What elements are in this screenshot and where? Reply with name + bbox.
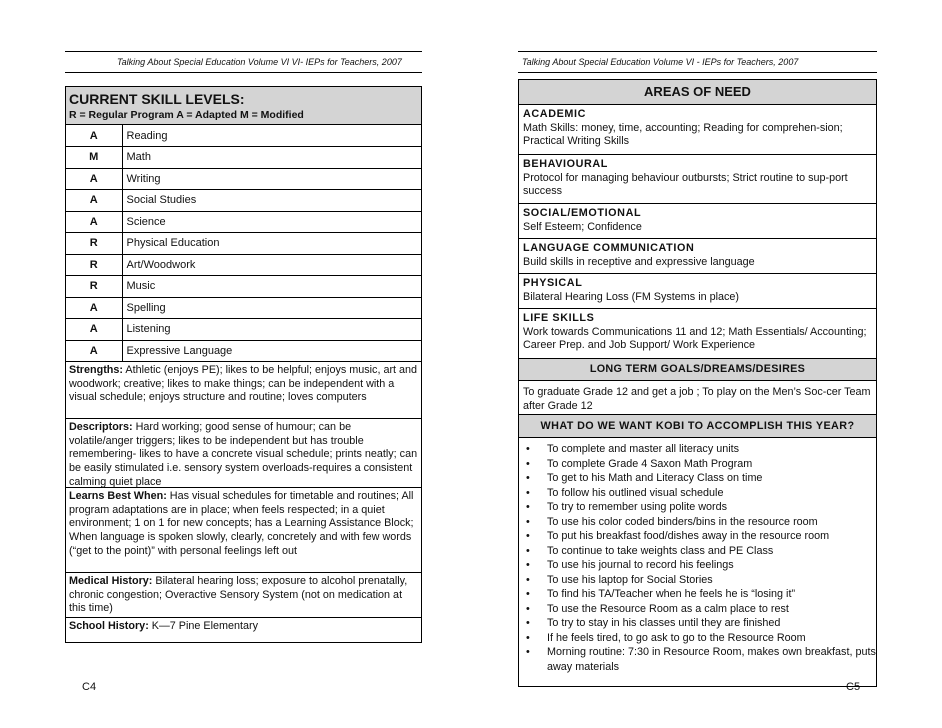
profile-section — [66, 573, 421, 618]
bullet-icon: • — [526, 472, 530, 484]
area-of-need — [519, 155, 876, 204]
area-of-need — [519, 309, 876, 359]
bullet-icon: • — [526, 646, 530, 658]
skill-row — [66, 190, 421, 212]
skill-subject: Art/Woodwork — [122, 254, 421, 276]
goal-text: Morning routine: 7:30 in Resource Room, makes own breakfast, puts away materials — [547, 646, 876, 673]
area-of-need-text: Build skills in receptive and expressive language — [523, 255, 755, 268]
skill-level: A — [66, 211, 122, 233]
goal-item — [519, 529, 876, 544]
area-of-need-label: SOCIAL/EMOTIONAL — [523, 207, 642, 219]
long-term-goals-heading: LONG TERM GOALS/DREAMS/DESIRES — [519, 359, 876, 381]
skill-levels-table — [66, 125, 421, 362]
profile-section-label: Descriptors: — [69, 421, 133, 433]
header-rule — [65, 72, 422, 73]
page-header: Talking About Special Education Volume VI - IEPs for Teachers, 2007 — [522, 57, 799, 67]
bullet-icon: • — [526, 457, 530, 470]
area-of-need-label: PHYSICAL — [523, 277, 583, 289]
area-of-need-label: BEHAVIOURAL — [523, 158, 608, 170]
area-of-need-text: Work towards Communications 11 and 12; Math Essentials/ Accounting; Career Prep. and Job Support/ Work Experience — [523, 325, 867, 351]
skill-subject: Reading — [122, 125, 421, 147]
skill-row — [66, 168, 421, 190]
profile-section — [66, 362, 421, 419]
area-of-need-text: Math Skills: money, time, accounting; Reading for comprehen-sion; Practical Writing Skills — [523, 121, 843, 147]
area-of-need — [519, 239, 876, 274]
skill-levels-legend: R = Regular Program A = Adapted M = Modified — [69, 109, 304, 121]
profile-section-label: Learns Best When: — [69, 490, 167, 502]
skill-subject: Listening — [122, 319, 421, 341]
header-rule — [518, 51, 877, 52]
goal-item — [519, 645, 876, 674]
goal-text: To use his color coded binders/bins in the resource room — [547, 515, 818, 528]
profile-section-text: Has visual schedules for timetable and routines; All program adaptations are in place; when feels respected; in a quiet environment; 1 on 1 for new concepts; has a Learning Assistance Block; When language is spoken slowly, clearly, concretely and with few words (“get to the point)” with personal feelings left out — [69, 490, 414, 557]
bullet-icon: • — [526, 588, 530, 600]
page-header: Talking About Special Education Volume VI VI- IEPs for Teachers, 2007 — [117, 57, 402, 67]
skill-level: A — [66, 190, 122, 212]
skill-level: A — [66, 125, 122, 147]
year-goals-heading: WHAT DO WE WANT KOBI TO ACCOMPLISH THIS YEAR? — [519, 415, 876, 438]
goal-item — [519, 486, 876, 501]
skill-row — [66, 319, 421, 341]
goal-text: To get to his Math and Literacy Class on time — [547, 472, 763, 484]
skill-subject: Writing — [122, 168, 421, 190]
long-term-goals-text: To graduate Grade 12 and get a job ; To play on the Men’s Soc-cer Team after Grade 12 — [519, 381, 876, 415]
skill-row — [66, 233, 421, 255]
header-rule — [65, 51, 422, 52]
goal-text: To follow his outlined visual schedule — [547, 486, 724, 499]
profile-section — [66, 488, 421, 573]
area-of-need-label: ACADEMIC — [523, 108, 586, 120]
goal-text: To continue to take weights class and PE Class — [547, 544, 774, 557]
area-of-need — [519, 105, 876, 155]
header-rule — [518, 72, 877, 73]
profile-section-label: School History: — [69, 620, 149, 632]
skill-level: R — [66, 254, 122, 276]
bullet-icon: • — [526, 530, 530, 542]
skill-row — [66, 125, 421, 147]
skill-row — [66, 254, 421, 276]
year-goals-list — [519, 438, 876, 686]
goal-item — [519, 558, 876, 573]
goal-item — [519, 442, 876, 457]
goal-item — [519, 544, 876, 559]
area-of-need-label: LIFE SKILLS — [523, 312, 595, 324]
bullet-icon: • — [526, 486, 530, 499]
skill-row — [66, 297, 421, 319]
profile-section-text: K—7 Pine Elementary — [148, 620, 259, 632]
goal-text: To complete Grade 4 Saxon Math Program — [547, 457, 753, 470]
skill-level: R — [66, 276, 122, 298]
page-number: C5 — [846, 681, 861, 693]
goal-text: To use his laptop for Social Stories — [547, 573, 713, 586]
skill-subject: Music — [122, 276, 421, 298]
skill-row — [66, 340, 421, 362]
profile-section-text: Hard working; good sense of humour; can be volatile/anger triggers; likes to be independent but has trouble remembering- likes to have a concrete visual schedule; prints neatly; can be easily stimulated i.e. sensory system overloads-requires a consistent calming quiet place — [69, 421, 418, 488]
profile-section-text: Athletic (enjoys PE); likes to be helpful; enjoys music, art and woodwork; creative; likes to make things; can be independent with a visual schedule; enjoys structure and routine; loves computers — [69, 364, 418, 404]
bullet-icon: • — [526, 617, 530, 629]
bullet-icon: • — [526, 544, 530, 557]
goal-item — [519, 616, 876, 631]
bullet-icon: • — [526, 573, 530, 586]
area-of-need — [519, 274, 876, 309]
skill-level: A — [66, 297, 122, 319]
profile-section-label: Medical History: — [69, 575, 153, 587]
goal-text: To use the Resource Room as a calm place to rest — [547, 602, 789, 615]
area-of-need-text: Bilateral Hearing Loss (FM Systems in place) — [523, 290, 740, 303]
areas-of-need-title: AREAS OF NEED — [519, 80, 876, 105]
areas-of-need-box — [518, 79, 877, 687]
skill-levels-title: CURRENT SKILL LEVELS: — [69, 91, 245, 107]
goal-text: To try to stay in his classes until they are finished — [547, 617, 781, 629]
area-of-need-text: Self Esteem; Confidence — [523, 220, 642, 233]
profile-section-text: Bilateral hearing loss; exposure to alcohol prenatally, chronic congestion; Overactive Sensory System (not on medication at this time) — [69, 575, 408, 615]
goal-text: To find his TA/Teacher when he feels he is “losing it” — [547, 588, 796, 600]
goal-text: If he feels tired, to go ask to go to the Resource Room — [547, 631, 806, 644]
skill-subject: Physical Education — [122, 233, 421, 255]
skill-level: M — [66, 147, 122, 169]
skill-level: A — [66, 319, 122, 341]
skill-level: R — [66, 233, 122, 255]
profile-section — [66, 618, 421, 642]
goal-item — [519, 587, 876, 602]
skill-subject: Science — [122, 211, 421, 233]
bullet-icon: • — [526, 631, 530, 644]
skill-subject: Social Studies — [122, 190, 421, 212]
profile-section-label: Strengths: — [69, 364, 123, 376]
skill-levels-header — [66, 87, 421, 125]
page-number: C4 — [82, 681, 97, 693]
goal-item — [519, 457, 876, 472]
bullet-icon: • — [526, 559, 530, 571]
goal-text: To complete and master all literacy units — [547, 443, 740, 455]
skill-row — [66, 211, 421, 233]
goal-item — [519, 573, 876, 588]
goal-item — [519, 602, 876, 617]
area-of-need-text: Protocol for managing behaviour outbursts; Strict routine to sup-port success — [523, 171, 848, 197]
skill-row — [66, 147, 421, 169]
bullet-icon: • — [526, 515, 530, 528]
bullet-icon: • — [526, 443, 530, 455]
skill-subject: Spelling — [122, 297, 421, 319]
goal-item — [519, 631, 876, 646]
skill-subject: Expressive Language — [122, 340, 421, 362]
skill-subject: Math — [122, 147, 421, 169]
skill-level: A — [66, 168, 122, 190]
area-of-need — [519, 204, 876, 239]
goal-item — [519, 471, 876, 486]
bullet-icon: • — [526, 501, 530, 513]
skill-row — [66, 276, 421, 298]
goal-item — [519, 515, 876, 530]
goal-text: To try to remember using polite words — [547, 501, 728, 513]
bullet-icon: • — [526, 602, 530, 615]
goal-item — [519, 500, 876, 515]
area-of-need-label: LANGUAGE COMMUNICATION — [523, 242, 695, 254]
goal-text: To use his journal to record his feelings — [547, 559, 734, 571]
skill-levels-box — [65, 86, 422, 643]
skill-level: A — [66, 340, 122, 362]
profile-section — [66, 419, 421, 488]
goal-text: To put his breakfast food/dishes away in the resource room — [547, 530, 830, 542]
